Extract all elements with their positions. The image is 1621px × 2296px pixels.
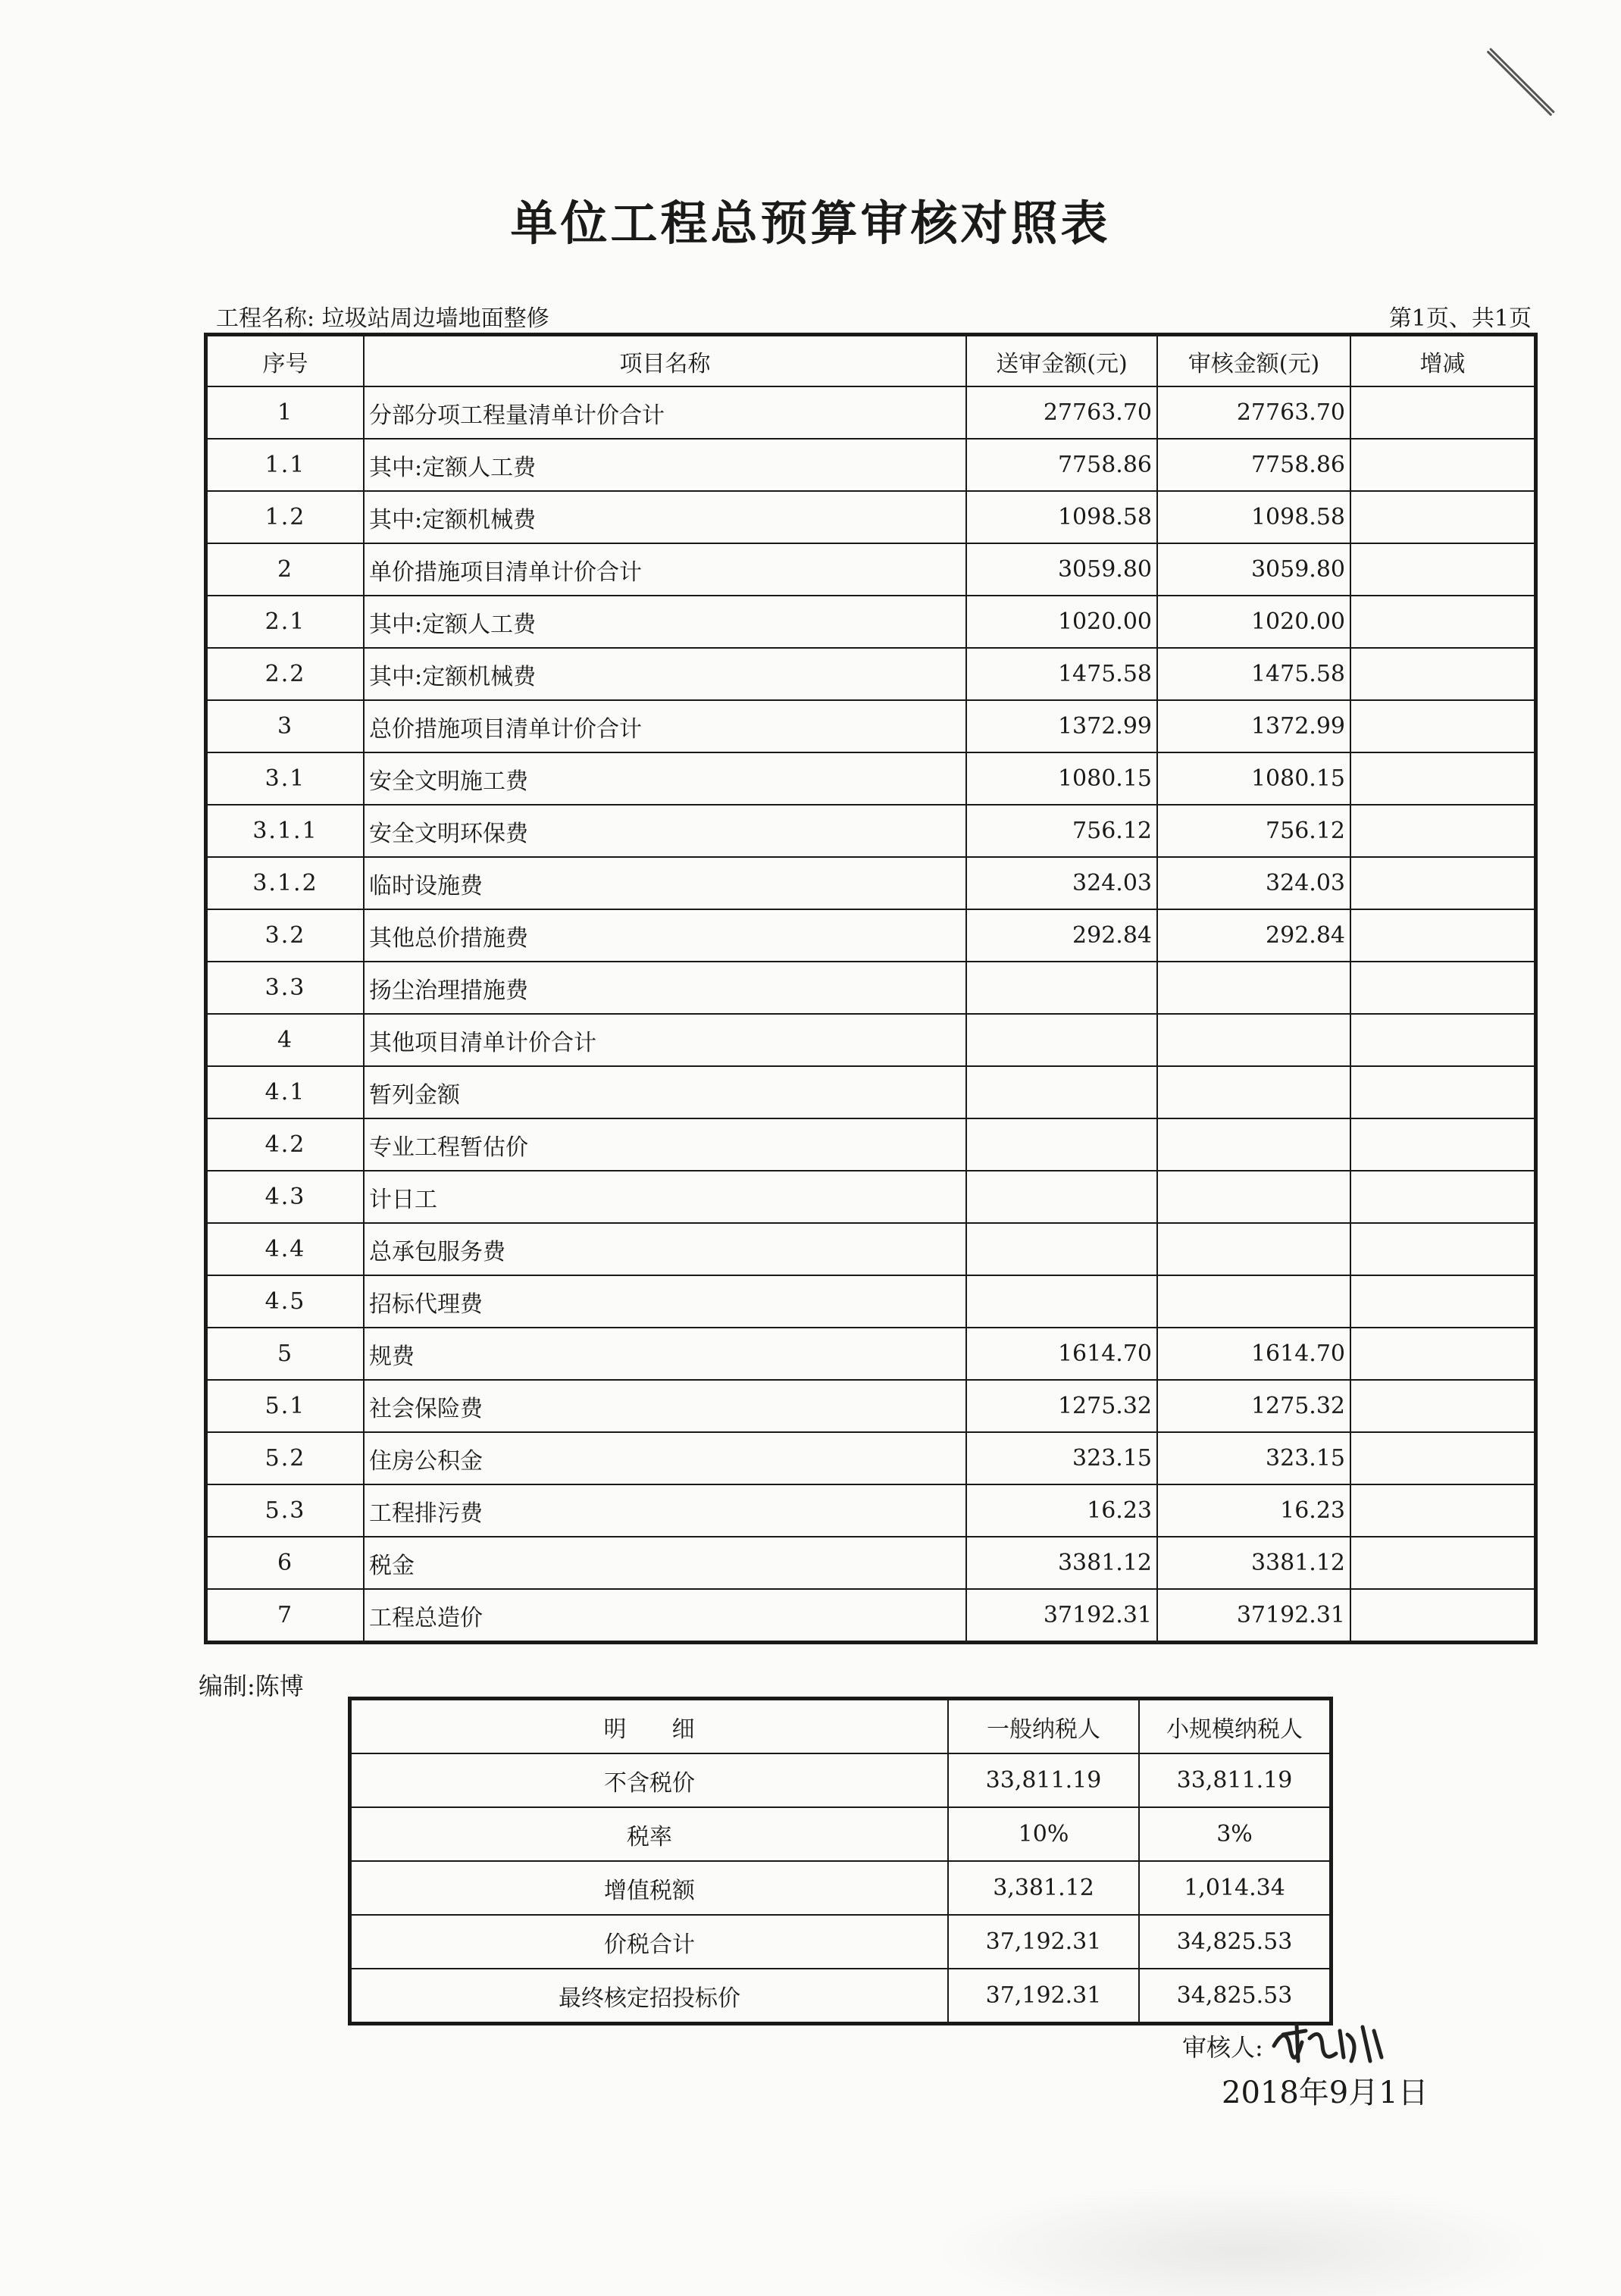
tax-row-small: 34,825.53 bbox=[1139, 1969, 1330, 2022]
row-change bbox=[1350, 1328, 1535, 1380]
scan-scratch-mark bbox=[1486, 46, 1556, 116]
tax-row bbox=[351, 1753, 1330, 1807]
table-header-row bbox=[207, 336, 1535, 386]
row-seq: 2 bbox=[207, 543, 364, 596]
table-row bbox=[207, 1589, 1535, 1641]
row-seq: 4.1 bbox=[207, 1066, 364, 1118]
header-submitted: 送审金额(元) bbox=[966, 336, 1157, 386]
tax-header-detail: 明细 bbox=[351, 1700, 948, 1753]
row-submitted bbox=[966, 1014, 1157, 1066]
row-approved bbox=[1157, 1066, 1350, 1118]
row-item-name: 招标代理费 bbox=[364, 1275, 966, 1328]
tax-header-general: 一般纳税人 bbox=[948, 1700, 1139, 1753]
table-row bbox=[207, 1537, 1535, 1589]
row-submitted: 37192.31 bbox=[966, 1589, 1157, 1641]
table-row bbox=[207, 1118, 1535, 1171]
row-seq: 3.2 bbox=[207, 909, 364, 962]
row-approved bbox=[1157, 1118, 1350, 1171]
row-approved: 1020.00 bbox=[1157, 596, 1350, 648]
table-row bbox=[207, 1432, 1535, 1484]
row-item-name: 总价措施项目清单计价合计 bbox=[364, 700, 966, 752]
row-seq: 3.1.1 bbox=[207, 805, 364, 857]
row-change bbox=[1350, 1171, 1535, 1223]
row-change bbox=[1350, 1066, 1535, 1118]
row-submitted: 756.12 bbox=[966, 805, 1157, 857]
row-submitted: 292.84 bbox=[966, 909, 1157, 962]
table-row bbox=[207, 1328, 1535, 1380]
row-submitted: 324.03 bbox=[966, 857, 1157, 909]
header-seq: 序号 bbox=[207, 336, 364, 386]
row-change bbox=[1350, 596, 1535, 648]
project-name-line bbox=[216, 299, 549, 333]
row-approved: 1080.15 bbox=[1157, 752, 1350, 805]
row-item-name: 总承包服务费 bbox=[364, 1223, 966, 1275]
row-submitted: 1275.32 bbox=[966, 1380, 1157, 1432]
project-label: 工程名称: bbox=[216, 305, 315, 332]
row-submitted: 1080.15 bbox=[966, 752, 1157, 805]
row-change bbox=[1350, 1380, 1535, 1432]
tax-row-general: 10% bbox=[948, 1807, 1139, 1861]
row-change bbox=[1350, 1118, 1535, 1171]
table-row bbox=[207, 1171, 1535, 1223]
row-seq: 4.3 bbox=[207, 1171, 364, 1223]
row-change bbox=[1350, 491, 1535, 543]
tax-row-general: 3,381.12 bbox=[948, 1861, 1139, 1915]
row-seq: 3.1.2 bbox=[207, 857, 364, 909]
table-row bbox=[207, 1275, 1535, 1328]
row-change bbox=[1350, 1275, 1535, 1328]
row-approved: 27763.70 bbox=[1157, 386, 1350, 439]
tax-comparison-table bbox=[350, 1699, 1331, 2023]
row-approved: 1475.58 bbox=[1157, 648, 1350, 700]
table-row bbox=[207, 1066, 1535, 1118]
row-item-name: 专业工程暂估价 bbox=[364, 1118, 966, 1171]
row-item-name: 其他总价措施费 bbox=[364, 909, 966, 962]
row-item-name: 安全文明施工费 bbox=[364, 752, 966, 805]
tax-row-small: 1,014.34 bbox=[1139, 1861, 1330, 1915]
row-seq: 5.2 bbox=[207, 1432, 364, 1484]
tax-header-row bbox=[351, 1700, 1330, 1753]
tax-row-item: 增值税额 bbox=[351, 1861, 948, 1915]
row-change bbox=[1350, 1223, 1535, 1275]
row-item-name: 暂列金额 bbox=[364, 1066, 966, 1118]
row-approved: 1275.32 bbox=[1157, 1380, 1350, 1432]
table-row bbox=[207, 596, 1535, 648]
table-row bbox=[207, 700, 1535, 752]
row-item-name: 单价措施项目清单计价合计 bbox=[364, 543, 966, 596]
row-change bbox=[1350, 439, 1535, 491]
row-approved: 324.03 bbox=[1157, 857, 1350, 909]
table-row bbox=[207, 1223, 1535, 1275]
row-item-name: 工程总造价 bbox=[364, 1589, 966, 1641]
row-change bbox=[1350, 1484, 1535, 1537]
row-change bbox=[1350, 909, 1535, 962]
row-seq: 4 bbox=[207, 1014, 364, 1066]
row-change bbox=[1350, 1432, 1535, 1484]
row-item-name: 扬尘治理措施费 bbox=[364, 962, 966, 1014]
row-seq: 3 bbox=[207, 700, 364, 752]
tax-row-small: 3% bbox=[1139, 1807, 1330, 1861]
sign-date: 2018年9月1日 bbox=[1222, 2075, 1429, 2110]
row-item-name: 税金 bbox=[364, 1537, 966, 1589]
row-seq: 4.2 bbox=[207, 1118, 364, 1171]
tax-row-general: 37,192.31 bbox=[948, 1969, 1139, 2022]
row-submitted: 7758.86 bbox=[966, 439, 1157, 491]
project-name: 垃圾站周边墙地面整修 bbox=[321, 305, 549, 332]
row-seq: 1 bbox=[207, 386, 364, 439]
tax-row-item: 价税合计 bbox=[351, 1915, 948, 1969]
budget-comparison-table bbox=[206, 335, 1535, 1642]
row-item-name: 其中:定额机械费 bbox=[364, 648, 966, 700]
row-seq: 5.3 bbox=[207, 1484, 364, 1537]
tax-row-item: 最终核定招投标价 bbox=[351, 1969, 948, 2022]
row-item-name: 社会保险费 bbox=[364, 1380, 966, 1432]
row-submitted: 1372.99 bbox=[966, 700, 1157, 752]
row-approved: 1614.70 bbox=[1157, 1328, 1350, 1380]
row-change bbox=[1350, 700, 1535, 752]
row-change bbox=[1350, 543, 1535, 596]
row-item-name: 规费 bbox=[364, 1328, 966, 1380]
row-change bbox=[1350, 1014, 1535, 1066]
table-row bbox=[207, 1380, 1535, 1432]
tax-row-small: 33,811.19 bbox=[1139, 1753, 1330, 1807]
header-item-name: 项目名称 bbox=[364, 336, 966, 386]
row-change bbox=[1350, 386, 1535, 439]
table-row bbox=[207, 1484, 1535, 1537]
row-seq: 7 bbox=[207, 1589, 364, 1641]
table-row bbox=[207, 543, 1535, 596]
row-item-name: 安全文明环保费 bbox=[364, 805, 966, 857]
tax-row-item: 税率 bbox=[351, 1807, 948, 1861]
row-change bbox=[1350, 1537, 1535, 1589]
table-row bbox=[207, 962, 1535, 1014]
row-submitted bbox=[966, 1223, 1157, 1275]
row-approved: 16.23 bbox=[1157, 1484, 1350, 1537]
table-row bbox=[207, 857, 1535, 909]
row-approved: 3381.12 bbox=[1157, 1537, 1350, 1589]
tax-row bbox=[351, 1915, 1330, 1969]
tax-row bbox=[351, 1861, 1330, 1915]
reviewer-signature bbox=[1268, 2016, 1397, 2076]
row-item-name: 住房公积金 bbox=[364, 1432, 966, 1484]
row-seq: 1.1 bbox=[207, 439, 364, 491]
row-submitted: 3381.12 bbox=[966, 1537, 1157, 1589]
tax-row bbox=[351, 1969, 1330, 2022]
row-approved: 3059.80 bbox=[1157, 543, 1350, 596]
reviewer-label: 审核人: bbox=[1182, 2033, 1263, 2062]
row-submitted: 1614.70 bbox=[966, 1328, 1157, 1380]
row-item-name: 其他项目清单计价合计 bbox=[364, 1014, 966, 1066]
table-row bbox=[207, 491, 1535, 543]
row-submitted: 3059.80 bbox=[966, 543, 1157, 596]
row-seq: 5 bbox=[207, 1328, 364, 1380]
tax-row bbox=[351, 1807, 1330, 1861]
row-change bbox=[1350, 805, 1535, 857]
row-item-name: 工程排污费 bbox=[364, 1484, 966, 1537]
row-submitted: 323.15 bbox=[966, 1432, 1157, 1484]
row-change bbox=[1350, 857, 1535, 909]
row-approved bbox=[1157, 1014, 1350, 1066]
row-seq: 3.1 bbox=[207, 752, 364, 805]
row-submitted bbox=[966, 1118, 1157, 1171]
row-submitted: 1020.00 bbox=[966, 596, 1157, 648]
row-item-name: 临时设施费 bbox=[364, 857, 966, 909]
row-seq: 2.2 bbox=[207, 648, 364, 700]
row-item-name: 其中:定额机械费 bbox=[364, 491, 966, 543]
tax-header-small: 小规模纳税人 bbox=[1139, 1700, 1330, 1753]
table-row bbox=[207, 648, 1535, 700]
row-approved bbox=[1157, 1171, 1350, 1223]
table-row bbox=[207, 1014, 1535, 1066]
header-change: 增减 bbox=[1350, 336, 1535, 386]
row-change bbox=[1350, 962, 1535, 1014]
scan-smudge bbox=[932, 2182, 1554, 2296]
row-change bbox=[1350, 648, 1535, 700]
row-seq: 4.4 bbox=[207, 1223, 364, 1275]
header-approved: 审核金额(元) bbox=[1157, 336, 1350, 386]
row-submitted bbox=[966, 1275, 1157, 1328]
row-submitted: 27763.70 bbox=[966, 386, 1157, 439]
row-change bbox=[1350, 1589, 1535, 1641]
row-seq: 3.3 bbox=[207, 962, 364, 1014]
table-row bbox=[207, 752, 1535, 805]
row-approved: 7758.86 bbox=[1157, 439, 1350, 491]
row-approved: 756.12 bbox=[1157, 805, 1350, 857]
row-approved: 323.15 bbox=[1157, 1432, 1350, 1484]
row-submitted: 16.23 bbox=[966, 1484, 1157, 1537]
row-approved bbox=[1157, 1223, 1350, 1275]
table-row bbox=[207, 386, 1535, 439]
table-row bbox=[207, 439, 1535, 491]
row-approved bbox=[1157, 962, 1350, 1014]
row-submitted bbox=[966, 962, 1157, 1014]
page-indicator: 第1页、共1页 bbox=[1388, 305, 1532, 332]
row-approved: 1098.58 bbox=[1157, 491, 1350, 543]
editor-line: 编制:陈博 bbox=[199, 1672, 304, 1700]
reviewer-line bbox=[1182, 2016, 1397, 2076]
row-change bbox=[1350, 752, 1535, 805]
row-item-name: 其中:定额人工费 bbox=[364, 439, 966, 491]
tax-row-general: 37,192.31 bbox=[948, 1915, 1139, 1969]
row-approved: 37192.31 bbox=[1157, 1589, 1350, 1641]
row-approved: 1372.99 bbox=[1157, 700, 1350, 752]
row-seq: 6 bbox=[207, 1537, 364, 1589]
row-submitted: 1475.58 bbox=[966, 648, 1157, 700]
row-seq: 1.2 bbox=[207, 491, 364, 543]
row-submitted bbox=[966, 1171, 1157, 1223]
row-approved: 292.84 bbox=[1157, 909, 1350, 962]
tax-row-general: 33,811.19 bbox=[948, 1753, 1139, 1807]
row-seq: 4.5 bbox=[207, 1275, 364, 1328]
row-seq: 5.1 bbox=[207, 1380, 364, 1432]
tax-row-item: 不含税价 bbox=[351, 1753, 948, 1807]
row-item-name: 计日工 bbox=[364, 1171, 966, 1223]
tax-row-small: 34,825.53 bbox=[1139, 1915, 1330, 1969]
row-submitted bbox=[966, 1066, 1157, 1118]
row-submitted: 1098.58 bbox=[966, 491, 1157, 543]
row-item-name: 分部分项工程量清单计价合计 bbox=[364, 386, 966, 439]
table-row bbox=[207, 805, 1535, 857]
table-row bbox=[207, 909, 1535, 962]
row-approved bbox=[1157, 1275, 1350, 1328]
row-seq: 2.1 bbox=[207, 596, 364, 648]
page-title: 单位工程总预算审核对照表 bbox=[510, 196, 1111, 251]
row-item-name: 其中:定额人工费 bbox=[364, 596, 966, 648]
